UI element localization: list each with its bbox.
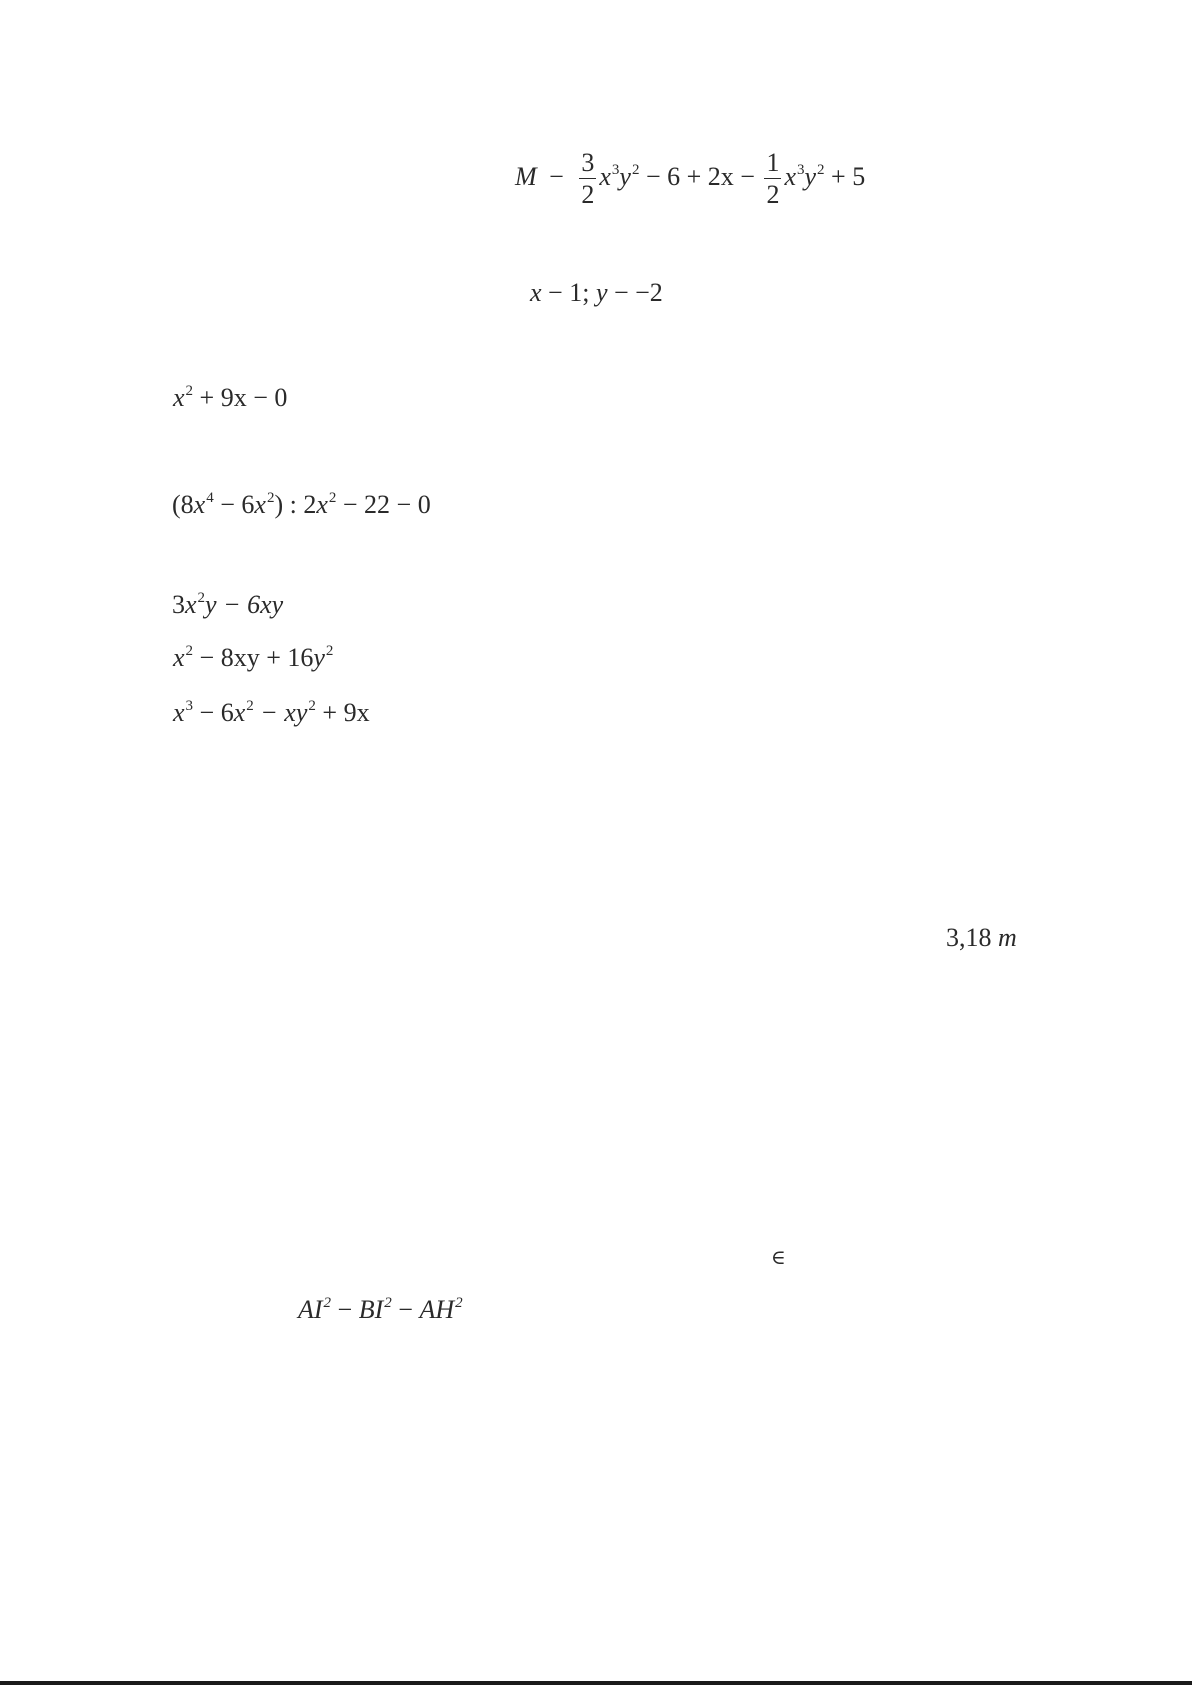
m-middle-terms: − 6 + 2x − (645, 161, 755, 191)
eq2-exp2: 2 (266, 490, 275, 506)
eq2-x1: x (193, 490, 206, 519)
m-expression (515, 150, 865, 208)
eq1-x: x (173, 383, 185, 412)
eq1-rest: + 9x − 0 (193, 383, 288, 412)
pyth-ai: AI (298, 1295, 323, 1324)
pyth-bi-exp: 2 (384, 1295, 392, 1311)
fac3-exp2: 2 (246, 698, 254, 714)
fac3-mid2: − x (253, 698, 296, 727)
eq2-exp1: 4 (206, 490, 214, 506)
eq1-exponent: 2 (185, 383, 194, 399)
eq2-tail: − 22 − 0 (336, 490, 431, 519)
fac1-x: x (185, 590, 197, 619)
eq2-exp3: 2 (328, 490, 337, 506)
fac3-mid1: − 6 (193, 698, 234, 727)
pyth-ai-exp: 2 (323, 1295, 332, 1311)
fraction-three-halves (579, 150, 596, 208)
m-x-term: x (599, 161, 611, 191)
condition-x: x (530, 278, 542, 307)
factor-expression-3 (173, 700, 370, 726)
fac2-exp1: 2 (185, 643, 194, 659)
pyth-op2: − (391, 1295, 420, 1324)
m-equals: − (549, 161, 564, 191)
equation-1 (173, 385, 287, 411)
element-of-glyph: ∈ (771, 1247, 786, 1269)
fraction-numerator: 3 (581, 148, 595, 177)
fac3-y: y (295, 698, 308, 727)
fac3-x2: x (233, 698, 246, 727)
condition-x-value: − 1; (548, 278, 596, 307)
equation-2 (172, 492, 431, 518)
fraction-denominator: 2 (581, 180, 595, 209)
fac1-rest: y − 6xy (205, 590, 284, 619)
fac1-coef: 3 (172, 590, 185, 619)
fac2-mid: − 8xy + 16 (193, 643, 314, 672)
eq2-div: ) : 2 (274, 490, 317, 519)
pyth-op1: − (331, 1295, 359, 1324)
m-y-exponent-2: 2 (817, 161, 825, 178)
fac3-tail: + 9x (315, 698, 370, 727)
pythagoras-relation (298, 1297, 463, 1323)
m-end-term: + 5 (831, 161, 866, 191)
measurement-unit: m (998, 923, 1017, 952)
measurement-value: 3,18 (946, 923, 992, 952)
fac2-y: y (313, 643, 325, 672)
m-x-exponent-2: 3 (796, 161, 805, 178)
bottom-page-border (0, 1681, 1192, 1685)
m-y-exponent: 2 (631, 161, 640, 178)
m-x-exponent: 3 (611, 161, 620, 178)
measurement (946, 925, 1017, 951)
condition-y: y (595, 278, 608, 307)
condition-values (530, 280, 663, 306)
fraction-denominator: 2 (766, 180, 780, 209)
fac2-exp2: 2 (325, 643, 334, 659)
element-of-symbol (771, 1248, 786, 1268)
pyth-ah: AH (419, 1295, 455, 1324)
pyth-ah-exp: 2 (455, 1295, 463, 1311)
fac1-exp: 2 (197, 590, 206, 606)
condition-y-value: − −2 (613, 278, 663, 307)
fraction-one-half (764, 150, 781, 208)
m-y-term: y (619, 161, 631, 191)
m-y-term-2: y (804, 161, 817, 191)
eq2-x2: x (254, 490, 266, 519)
fraction-numerator: 1 (766, 148, 780, 177)
pyth-bi: BI (358, 1295, 384, 1324)
m-x-term-2: x (784, 161, 796, 191)
factor-expression-1 (172, 592, 283, 618)
factor-expression-2 (173, 645, 333, 671)
eq2-mid: − 6 (213, 490, 255, 519)
eq2-open: (8 (172, 490, 194, 519)
m-symbol: M (515, 161, 537, 191)
fac3-exp3: 2 (308, 698, 316, 714)
fac2-x: x (173, 643, 185, 672)
fac3-exp1: 3 (185, 698, 194, 714)
eq2-x3: x (316, 490, 328, 519)
fac3-x1: x (173, 698, 185, 727)
